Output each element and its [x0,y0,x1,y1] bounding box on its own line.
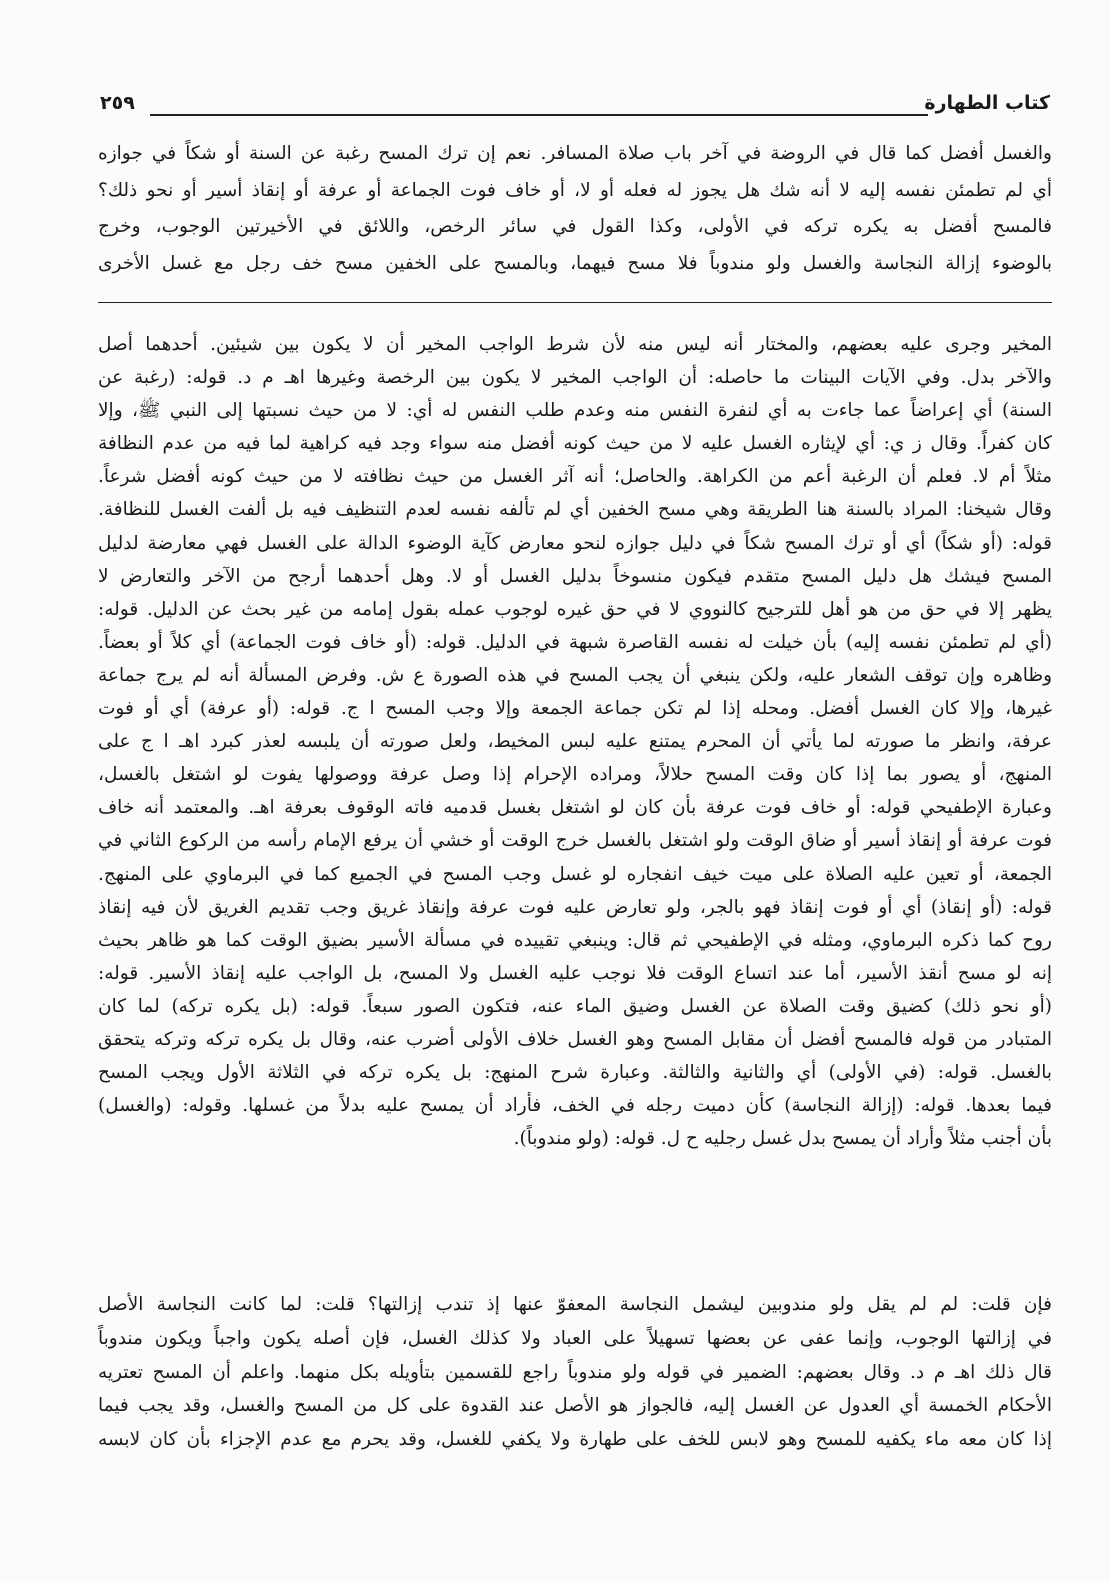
commentary-line: قوله: (أو إنقاذ) أي أو فوت إنقاذ فهو بالجر، ولو تعارض عليه فوت عرفة وإنقاذ غريق وجب تقديم الغريق لأن فيه إنقاذ [98,896,1052,918]
footnote-line: في إزالتها الوجوب، وإنما عفى عن بعضها تسهيلاً على العباد ولا كذلك الغسل، فإن أصله يكون واجباً ويكون مندوباً [98,1327,1052,1349]
main-text-line: بالوضوء إزالة النجاسة والغسل ولو مندوباً فلا مسح فيهما، وبالمسح على الخفين مسح خف رجل مع غسل الأخرى [98,252,1052,274]
section-divider [98,302,1052,303]
commentary-line: (أو نحو ذلك) كضيق وقت الصلاة عن الغسل وضيق الماء عنه، فتكون الصور سبعاً. قوله: (بل يكره تركه) لما كان [98,995,1052,1017]
commentary-text [98,328,1052,1155]
footnote-line: فإن قلت: لم لم يقل ولو مندوبين ليشمل النجاسة المعفوّ عنها إذ تندب إزالتها؟ قلت: لما كانت النجاسة الأصل [98,1294,1052,1315]
commentary-line: وظاهره وإن توقف الشعار عليه، ولكن ينبغي أن يجب المسح في هذه الصورة ع ش. وفرض المسألة أنه لم يرج جماعة [98,664,1052,686]
footnote-line: الأحكام الخمسة أي العدول عن الغسل إليه، فالجواز هو الأصل عند القدوة على كل من المسح والغسل، وقد يجب فيما [98,1395,1052,1417]
commentary-line: والآخر بدل. وفي الآيات البينات ما حاصله: أن الواجب المخير لا يكون بين الرخصة وغيرها اهـ م د. قوله: (رغبة عن [98,367,1052,389]
commentary-line: وقال شيخنا: المراد بالسنة هنا الطريقة وهي مسح الخفين أي لم تألفه نفسه لعدم التنظيف فيه بل ألفت الغسل للنظافة. [98,499,1052,521]
commentary-line: يظهر إلا في حق من هو أهل للترجيح كالنووي لا في حق غيره لوجوب عمله بقول إمامه من غير بحث عن الدليل. قوله: [98,598,1052,620]
commentary-line: غيرها، وإلا كان الغسل أفضل. ومحله إذا لم تكن جماعة الجمعة وإلا وجب المسح ا ج. قوله: (أو عرفة) أي أو فوت [98,698,1052,720]
commentary-line: إنه لو مسح أنقذ الأسير، أما عند اتساع الوقت فلا نوجب عليه الغسل ولا المسح، بل الواجب عليه إنقاذ الأسير. قوله: [98,962,1052,984]
commentary-line: المخير وجرى عليه بعضهم، والمختار أنه ليس منه لأن شرط الواجب المخير أن لا يكون بين شيئين. أحدهما أصل [98,334,1052,355]
commentary-line: المنهج، أو يصور بما إذا كان وقت المسح حلالاً، ومراده الإحرام إذا وصل عرفة ووصولها يفوت لو اشتغل بالغسل، [98,764,1052,786]
footnote-line: إذا كان معه ماء يكفيه للمسح وهو لابس للخف على طهارة ولا يكفي للغسل، وقد يحرم مع عدم الإجزاء بأن كان لابسه [98,1429,1052,1451]
main-text-line: أي لم تطمئن نفسه إليه لا أنه شك هل يجوز له فعله أو لا، أو خاف فوت الجماعة أو عرفة أو إنقاذ أسير أو نحو ذلك؟ [98,179,1052,201]
commentary-line: فيما بعدها. قوله: (إزالة النجاسة) كأن دميت رجله في الخف، فأراد أن يمسح عليه بدلاً من غسلها. وقوله: (والغسل) [98,1095,1052,1117]
commentary-line: قوله: (أو شكاً) أي أو ترك المسح شكاً في دليل جوازه لنحو معارض كآية الوضوء الدالة على الغسل فهي معارضة لدليل [98,532,1052,554]
main-text [98,136,1052,282]
header-rule [150,114,928,116]
commentary-line: (أي لم تطمئن نفسه إليه) بأن خيلت له نفسه القاصرة شبهة في الدليل. قوله: (أو خاف فوت الجماعة) أي كلاً أو بعضاً. [98,631,1052,653]
commentary-line: عرفة، وانظر ما صورته لما يأتي أن المحرم يمتنع عليه لبس المخيط، ولعل صورته أن يلبسه لعذر كبرد اهـ ا ج على [98,731,1052,753]
running-header [100,92,1050,132]
commentary-line: روح كما ذكره البرماوي، ومثله في الإطفيحي ثم قال: وينبغي تقييده في مسألة الأسير بضيق الوقت كما هو ظاهر بحيث [98,929,1052,951]
footnote-line: قال ذلك اهـ م د. وقال بعضهم: الضمير في قوله ولو مندوباً راجع للقسمين بتأويله بكل منهما. واعلم أن المسح تعتريه [98,1361,1052,1383]
footnote-text [98,1288,1052,1457]
main-text-line: والغسل أفضل كما قال في الروضة في آخر باب صلاة المسافر. نعم إن ترك المسح رغبة عن السنة أو شكاً في جوازه [98,143,1052,164]
commentary-line: مثلاً أم لا. فعلم أن الرغبة أعم من الكراهة. والحاصل؛ أنه آثر الغسل من حيث نظافته لا من حيث كونه أفضل شرعاً. [98,466,1052,488]
commentary-line: المتبادر من قوله فالمسح أفضل أن مقابل المسح وهو الغسل خلاف الأولى أضرب عنه، وقال بل يكره تركه وتركه يتحقق [98,1028,1052,1050]
commentary-line: وعبارة الإطفيحي قوله: أو خاف فوت عرفة بأن كان لو اشتغل بغسل قدميه فاته الوقوف بعرفة اهـ. والمعتمد أنه خاف [98,797,1052,819]
main-text-line: فالمسح أفضل به يكره تركه في الأولى، وكذا القول في سائر الرخص، واللائق في الأخيرتين الوجوب، وخرج [98,216,1052,237]
commentary-line: فوت عرفة أو إنقاذ أسير أو ضاق الوقت ولو اشتغل بالغسل خرج الوقت أو خشي أن يرفع الإمام رأسه من الركوع الثاني في [98,830,1052,852]
commentary-line: السنة) أي إعراضاً عما جاءت به أي لنفرة النفس منه وعدم طلب النفس له أي: لا من حيث نسبتها إلى النبي ﷺ، وإلا [98,400,1052,422]
commentary-line: الجمعة، أو تعين عليه الصلاة على ميت خيف انفجاره لو غسل وجب المسح في الجميع كما في البرماوي على المنهج. [98,863,1052,885]
commentary-line: كان كفراً. وقال ز ي: أي لإيثاره الغسل عليه لا من حيث كونه أفضل منه سواء وجد فيه كراهية لما فيه من عدم النظافة [98,433,1052,455]
book-title: كتاب الطهارة [924,92,1050,114]
commentary-line: بأن أجنب مثلاً وأراد أن يمسح بدل غسل رجليه ح ل. قوله: (ولو مندوباً). [513,1128,1052,1150]
page-number: ٢٥٩ [100,92,135,114]
commentary-line: المسح فيشك هل دليل المسح متقدم فيكون منسوخاً بدليل الغسل أو لا. وهل أحدهما أرجح من الآخر والتعارض لا [98,565,1052,587]
commentary-line: بالغسل. قوله: (في الأولى) أي والثانية والثالثة. وعبارة شرح المنهج: بل يكره تركه في الثلاثة الأول ويجب المسح [98,1062,1052,1084]
